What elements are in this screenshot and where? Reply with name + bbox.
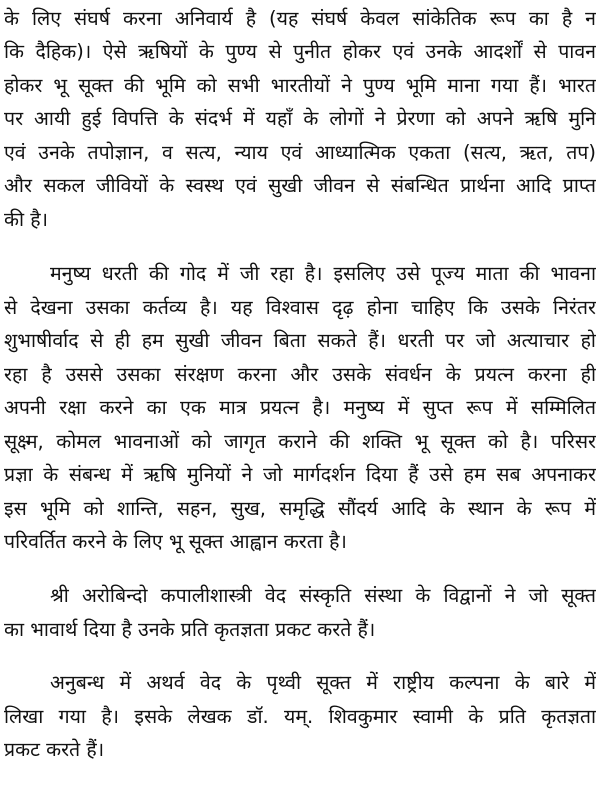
para1-line6: और सकल जीवियों के स्वस्थ एवं सुखी जीवन से संबन्धित प्रार्थना आदि प्राप्त bbox=[4, 174, 596, 197]
para1-line5: एवं उनके तपोज्ञान, व सत्य, न्याय एवं आध्यात्मिक एकता (सत्य, ऋत, तप) bbox=[4, 141, 596, 164]
para3-line1: श्री अरोबिन्दो कपालीशास्त्री वेद संस्कृति संस्था के विद्वानों ने जो सूक्त bbox=[50, 584, 596, 607]
para2-line9: परिवर्तित करने के लिए भू सूक्त आह्वान करता है। bbox=[4, 530, 347, 553]
para2-line5: अपनी रक्षा करने का एक मात्र प्रयत्न है। मनुष्य में सुप्त रूप में सम्मिलित bbox=[4, 396, 596, 419]
para1-line2: कि दैहिक)। ऐसे ऋषियों के पुण्य से पुनीत होकर एवं उनके आदर्शों से पावन bbox=[4, 40, 596, 63]
para2-line2: से देखना उसका कर्तव्य है। यह विश्वास दृढ़ होना चाहिए कि उसके निरंतर bbox=[4, 296, 596, 319]
para2-line4: रहा है उससे उसका संरक्षण करना और उसके संवर्धन के प्रयत्न करना ही bbox=[4, 363, 596, 386]
para1-line1: के लिए संघर्ष करना अनिवार्य है (यह संघर्ष केवल सांकेतिक रूप का है न bbox=[4, 7, 596, 30]
para3-line2: का भावार्थ दिया है उनके प्रति कृतज्ञता प्रकट करते हैं। bbox=[4, 618, 376, 641]
para2-line8: इस भूमि को शान्ति, सहन, सुख, समृद्धि सौंदर्य आदि के स्थान के रूप में bbox=[4, 497, 596, 520]
para4-line3: प्रकट करते हैं। bbox=[4, 738, 105, 761]
para4-line1: अनुबन्ध में अथर्व वेद के पृथ्वी सूक्त में राष्ट्रीय कल्पना के बारे में bbox=[50, 671, 596, 694]
para4-line2: लिखा गया है। इसके लेखक डॉ. यम्. शिवकुमार स्वामी के प्रति कृतज्ञता bbox=[4, 705, 596, 728]
para2-line1: मनुष्य धरती की गोद में जी रहा है। इसलिए उसे पूज्य माता की भावना bbox=[50, 262, 596, 285]
para2-line6: सूक्ष्म, कोमल भावनाओं को जागृत कराने की शक्ति भू सूक्त को है। परिसर bbox=[4, 430, 596, 453]
para1-line4: पर आयी हुई विपत्ति के संदर्भ में यहाँ के लोगों ने प्रेरणा को अपने ऋषि मुनि bbox=[4, 107, 596, 130]
para2-line3: शुभाषीर्वाद से ही हम सुखी जीवन बिता सकते हैं। धरती पर जो अत्याचार हो bbox=[4, 329, 596, 352]
para1-line7: की है। bbox=[4, 208, 48, 231]
para2-line7: प्रज्ञा के संबन्ध में ऋषि मुनियों ने जो मार्गदर्शन दिया हैं उसे हम सब अपनाकर bbox=[4, 463, 596, 486]
para1-line3: होकर भू सूक्त की भूमि को सभी भारतीयों ने पुण्य भूमि माना गया हैं। भारत bbox=[4, 74, 596, 97]
